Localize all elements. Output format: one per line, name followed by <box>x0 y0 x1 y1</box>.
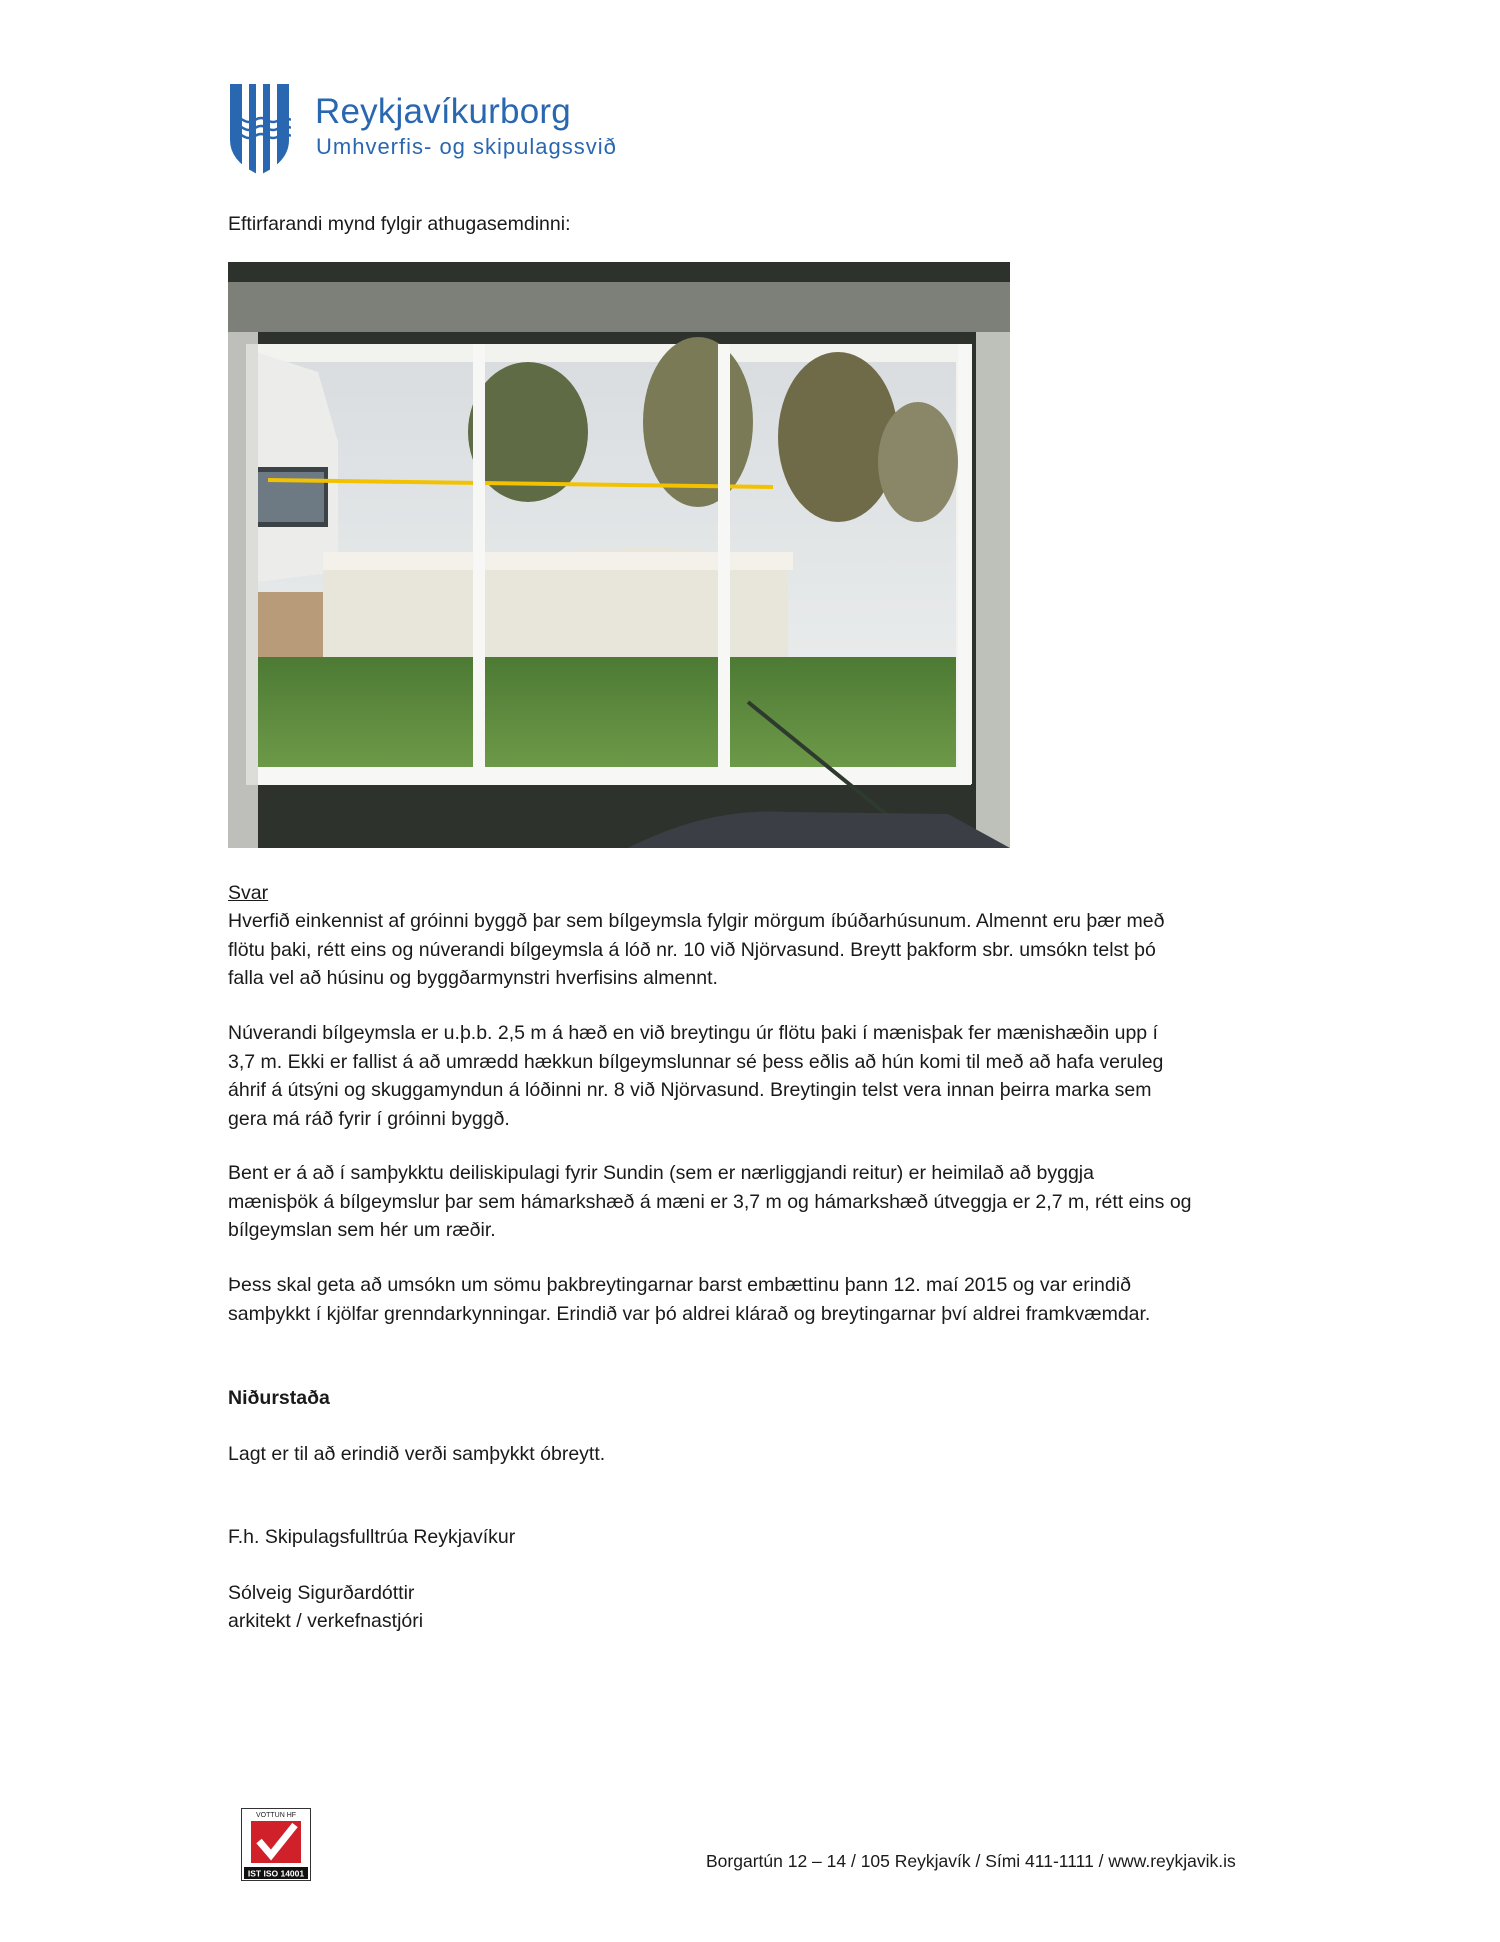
signature-title: arkitekt / verkefnastjóri <box>228 1610 424 1632</box>
text-line: bílgeymslan sem hér um ræðir. <box>228 1219 496 1241</box>
text-line: Þess skal geta að umsókn um sömu þakbreytingarnar barst embættinu þann 12. maí 2015 og var erindið <box>228 1274 1131 1296</box>
text-line: 3,7 m. Ekki er fallist á að umrædd hækkun bílgeymslunnar sé þess eðlis að hún komi til með að hafa veruleg <box>228 1050 1164 1073</box>
text-line: falla vel að húsinu og byggðarmynstri hverfisins almennt. <box>228 967 718 989</box>
text-line: mænisþök á bílgeymslur þar sem hámarkshæð á mæni er 3,7 m og hámarkshæð útveggja er 2,7 m, rétt eins og <box>228 1190 1192 1213</box>
answer-paragraph-3 <box>228 1159 1192 1245</box>
window-view-photo <box>228 262 1010 848</box>
text-line: gera má ráð fyrir í gróinni byggð. <box>228 1107 510 1130</box>
iso-certification-badge <box>241 1808 311 1881</box>
answer-paragraph-4 <box>228 1271 1150 1328</box>
org-name: Reykjavíkurborg <box>315 92 571 131</box>
signature-name: Sólveig Sigurðardóttir <box>228 1582 415 1604</box>
intro-text: Eftirfarandi mynd fylgir athugasemdinni: <box>228 213 571 235</box>
text-line: Núverandi bílgeymsla er u.þ.b. 2,5 m á hæð en við breytingu úr flötu þaki í mænisþak fer mænishæðin upp í <box>228 1022 1158 1044</box>
text-line: Hverfið einkennist af gróinni byggð þar sem bílgeymsla fylgir mörgum íbúðarhúsunum. Almennt eru þær með <box>228 910 1165 932</box>
answer-heading: Svar <box>228 882 269 904</box>
conclusion-text: Lagt er til að erindið verði samþykkt óbreytt. <box>228 1443 606 1465</box>
iso-badge-bottom-text: IST ISO 14001 <box>247 1868 305 1879</box>
footer-address: Borgartún 12 – 14 / 105 Reykjavík / Sími 411-1111 / www.reykjavik.is <box>706 1851 1236 1871</box>
department-name: Umhverfis- og skipulagssvið <box>316 134 617 159</box>
text-line: flötu þaki, rétt eins og núverandi bílgeymsla á lóð nr. 10 við Njörvasund. Breytt þakform sbr. umsókn telst þó <box>228 938 1156 961</box>
iso-badge-top-text: VOTTUN HF <box>255 1812 297 1819</box>
text-line: samþykkt í kjölfar grenndarkynningar. Erindið var þó aldrei klárað og breytingarnar því aldrei framkvæmdar. <box>228 1302 1151 1325</box>
text-line: Bent er á að í samþykktu deiliskipulagi fyrir Sundin (sem er nærliggjandi reitur) er heimilað að byggja <box>228 1162 1094 1184</box>
text-line: áhrif á útsýni og skuggamyndun á lóðinni nr. 8 við Njörvasund. Breytingin telst vera innan þeirra marka sem <box>228 1079 1152 1101</box>
signature-on-behalf: F.h. Skipulagsfulltrúa Reykjavíkur <box>228 1526 516 1548</box>
answer-paragraph-1 <box>228 907 1164 993</box>
coat-of-arms-icon <box>228 82 291 177</box>
answer-paragraph-2 <box>228 1019 1163 1133</box>
conclusion-heading: Niðurstaða <box>228 1387 330 1409</box>
org-logo <box>228 82 618 182</box>
